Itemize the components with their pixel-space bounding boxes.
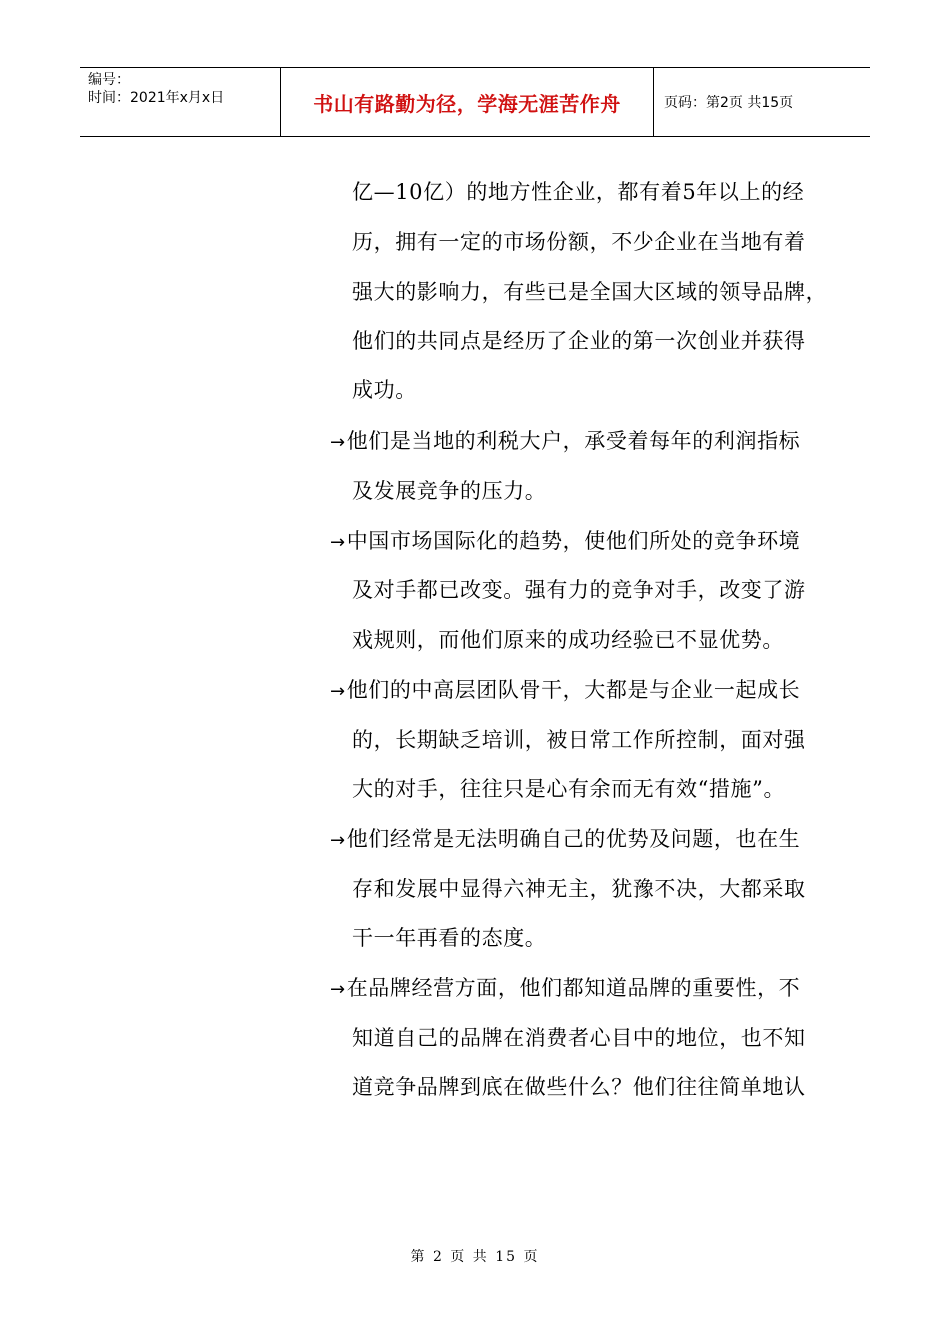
body-line: 强大的影响力，有些已是全国大区域的领导品牌，: [352, 280, 828, 304]
bullet-line: →他们经常是无法明确自己的优势及问题，也在生: [330, 827, 801, 851]
arrow-bullet-icon: →: [330, 532, 346, 553]
arrow-bullet-icon: →: [330, 979, 346, 1000]
arrow-bullet-icon: →: [330, 681, 346, 702]
body-line: 存和发展中显得六神无主，犹豫不决，大都采取: [352, 877, 806, 901]
body-line: 干一年再看的态度。: [352, 926, 547, 950]
body-line: 道竞争品牌到底在做些什么？他们往往简单地认: [352, 1075, 806, 1099]
arrow-bullet-icon: →: [330, 432, 346, 453]
body-line: 的，长期缺乏培训，被日常工作所控制，面对强: [352, 728, 806, 752]
body-line: 他们的共同点是经历了企业的第一次创业并获得: [352, 329, 806, 353]
bullet-line: →他们的中高层团队骨干，大都是与企业一起成长: [330, 678, 801, 702]
body-line: 历，拥有一定的市场份额，不少企业在当地有着: [352, 230, 806, 254]
bullet-line: →中国市场国际化的趋势，使他们所处的竞争环境: [330, 529, 801, 553]
header-page-cell: [654, 68, 870, 136]
body-line: 及对手都已改变。强有力的竞争对手，改变了游: [352, 578, 806, 602]
body-line: 知道自己的品牌在消费者心目中的地位，也不知: [352, 1026, 806, 1050]
bullet-line: →在品牌经营方面，他们都知道品牌的重要性，不: [330, 976, 801, 1000]
document-code-label: 编号：: [88, 72, 130, 88]
document-date-label: 时间：2021年x月x日: [88, 90, 225, 106]
page-footer: 第 2 页 共 15 页: [410, 1249, 540, 1265]
body-line: 大的对手，往往只是心有余而无有效“措施”。: [352, 777, 786, 801]
body-line: 亿—10亿）的地方性企业，都有着5年以上的经: [352, 180, 805, 204]
page-header: [80, 67, 870, 137]
bullet-line: →他们是当地的利税大户，承受着每年的利润指标: [330, 429, 801, 453]
header-meta-cell: [80, 68, 281, 136]
body-line: 及发展竞争的压力。: [352, 479, 547, 503]
header-motto: 书山有路勤为径，学海无涯苦作舟: [313, 91, 621, 116]
body-line: 戏规则，而他们原来的成功经验已不显优势。: [352, 628, 784, 652]
body-line: 成功。: [352, 378, 417, 402]
header-motto-cell: [281, 68, 654, 136]
header-page-info: 页码：第2页 共15页: [664, 95, 794, 111]
arrow-bullet-icon: →: [330, 830, 346, 851]
